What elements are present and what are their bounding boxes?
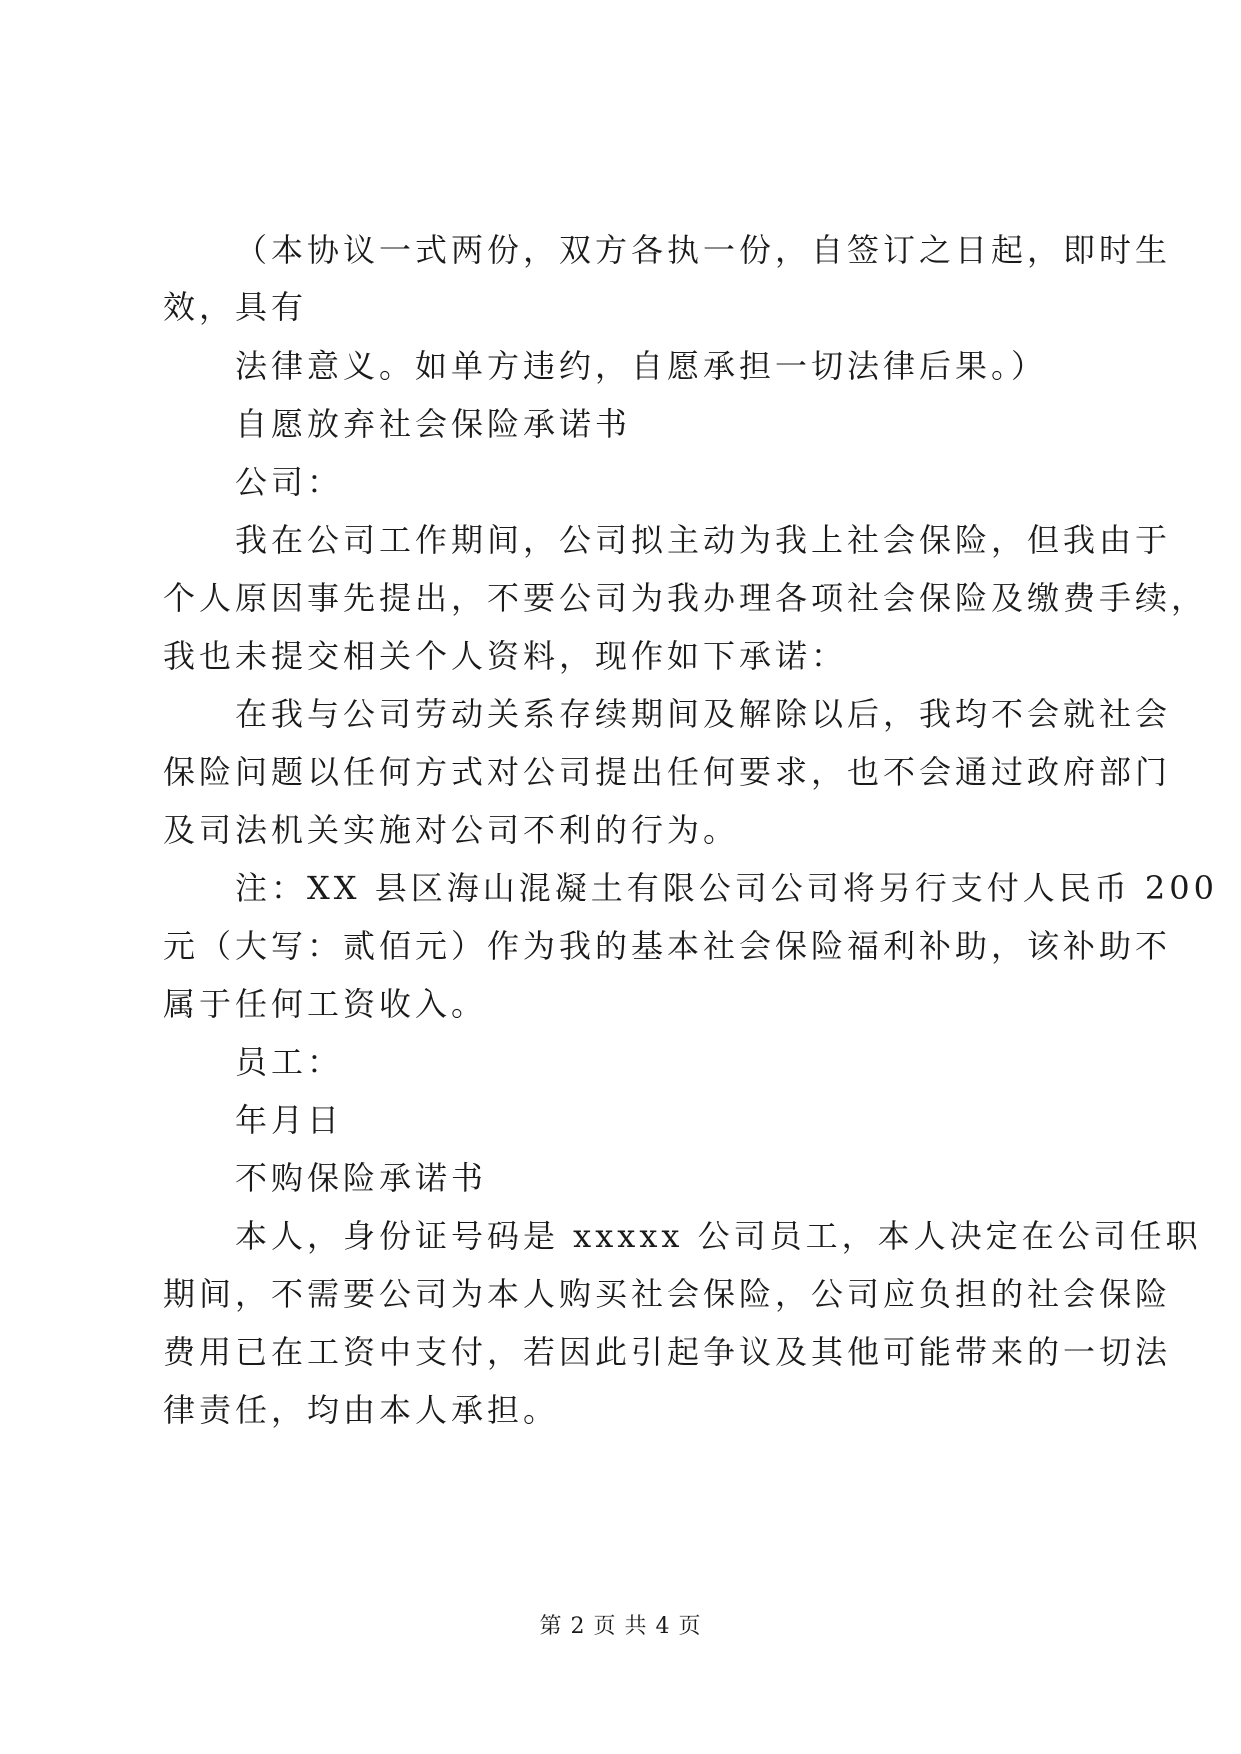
salutation-company: 公司： bbox=[235, 463, 344, 501]
signature-date: 年月日 bbox=[235, 1101, 344, 1139]
paragraph-waiver-line-3: 我也未提交相关个人资料，现作如下承诺： bbox=[163, 637, 848, 675]
section-title-no-insurance: 不购保险承诺书 bbox=[235, 1159, 488, 1197]
paragraph-declaration-line-2: 期间，不需要公司为本人购买社会保险，公司应负担的社会保险 bbox=[163, 1275, 1172, 1313]
paragraph-waiver-line-1: 我在公司工作期间，公司拟主动为我上社会保险，但我由于 bbox=[235, 521, 1172, 559]
paragraph-note-line-3: 属于任何工资收入。 bbox=[163, 985, 488, 1023]
paragraph-note-line-1: 注：XX 县区海山混凝土有限公司公司将另行支付人民币 200 bbox=[235, 869, 1218, 907]
signature-employee: 员工： bbox=[235, 1043, 344, 1081]
paragraph-commitment-line-1: 在我与公司劳动关系存续期间及解除以后，我均不会就社会 bbox=[235, 695, 1172, 733]
paragraph-agreement-line-1: （本协议一式两份，双方各执一份，自签订之日起，即时生 bbox=[235, 231, 1172, 269]
paragraph-waiver-line-2: 个人原因事先提出，不要公司为我办理各项社会保险及缴费手续， bbox=[163, 579, 1208, 617]
section-title-waiver: 自愿放弃社会保险承诺书 bbox=[235, 405, 632, 443]
paragraph-agreement-line-3: 法律意义。如单方违约，自愿承担一切法律后果。） bbox=[235, 347, 1048, 385]
paragraph-declaration-line-1: 本人，身份证号码是 xxxxx 公司员工，本人决定在公司任职 bbox=[235, 1217, 1202, 1255]
paragraph-note-line-2: 元（大写：贰佰元）作为我的基本社会保险福利补助，该补助不 bbox=[163, 927, 1172, 965]
paragraph-agreement-line-2: 效，具有 bbox=[163, 288, 308, 326]
paragraph-commitment-line-2: 保险问题以任何方式对公司提出任何要求，也不会通过政府部门 bbox=[163, 753, 1172, 791]
paragraph-commitment-line-3: 及司法机关实施对公司不利的行为。 bbox=[163, 811, 740, 849]
page-number: 第 2 页 共 4 页 bbox=[539, 1614, 702, 1639]
paragraph-declaration-line-4: 律责任，均由本人承担。 bbox=[163, 1391, 560, 1429]
paragraph-declaration-line-3: 费用已在工资中支付，若因此引起争议及其他可能带来的一切法 bbox=[163, 1333, 1172, 1371]
